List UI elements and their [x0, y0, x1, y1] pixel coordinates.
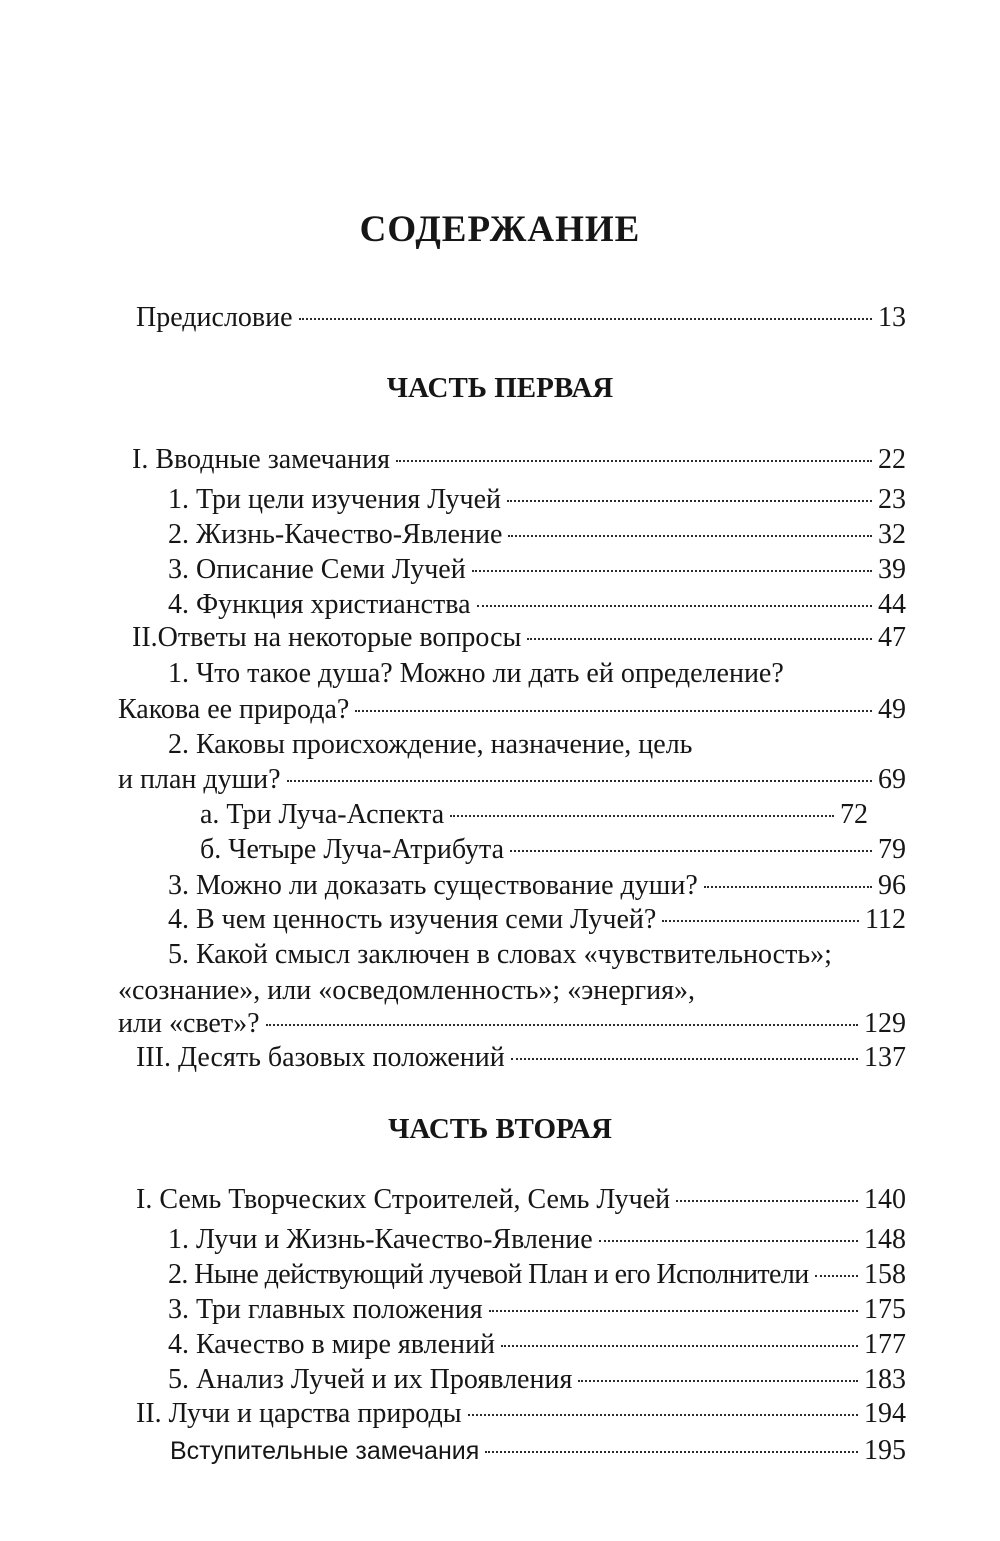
dot-leader [450, 815, 834, 817]
toc-entry-section[interactable] [168, 1224, 906, 1258]
toc-entry-text: 2. Жизнь-Качество-Явление [168, 519, 503, 550]
toc-entry-text: 4. Качество в мире явлений [168, 1329, 495, 1360]
toc-page-number: 23 [878, 484, 906, 515]
toc-entry-chapter[interactable] [132, 444, 906, 478]
toc-entry-question[interactable] [118, 1008, 906, 1042]
toc-entry-text: или «свет»? [118, 1008, 260, 1039]
toc-entry-text: Вступительные замечания [170, 1437, 480, 1465]
dot-leader [527, 638, 872, 640]
dot-leader [815, 1275, 858, 1277]
toc-entry-text: «сознание», или «осведомленность»; «энергия», [118, 975, 695, 1006]
toc-page-number: 44 [878, 589, 906, 620]
dot-leader [599, 1240, 858, 1242]
toc-page-number: 13 [878, 302, 906, 333]
dot-leader [676, 1200, 858, 1202]
toc-entry-text: 2. Каковы происхождение, назначение, цель [168, 729, 693, 760]
toc-entry-text: Какова ее природа? [118, 694, 350, 725]
toc-entry-text: 1. Что такое душа? Можно ли дать ей определение? [168, 658, 784, 689]
toc-entry-chapter[interactable] [136, 1184, 906, 1218]
toc-entry-section[interactable] [168, 589, 906, 623]
toc-entry-section[interactable] [168, 1364, 906, 1398]
dot-leader [485, 1451, 858, 1453]
toc-entry-section[interactable] [168, 484, 906, 518]
toc-entry-text: 5. Анализ Лучей и их Проявления [168, 1364, 573, 1395]
dot-leader [266, 1024, 858, 1026]
toc-page-number: 148 [864, 1224, 906, 1255]
toc-entry-text: II. Лучи и царства природы [136, 1398, 462, 1429]
toc-page-number: 140 [864, 1184, 906, 1215]
part-one-heading: ЧАСТЬ ПЕРВАЯ [386, 372, 614, 404]
toc-page-number: 79 [878, 834, 906, 865]
toc-entry-text: 3. Можно ли доказать существование души? [168, 870, 698, 901]
toc-entry-subsection[interactable] [200, 799, 868, 833]
dot-leader [287, 780, 872, 782]
dot-leader [511, 1058, 858, 1060]
toc-entry-text: 3. Описание Семи Лучей [168, 554, 466, 585]
toc-page-number: 129 [864, 1008, 906, 1039]
toc-page-number: 32 [878, 519, 906, 550]
toc-entry-subsection[interactable] [200, 834, 906, 868]
toc-entry-chapter[interactable] [132, 622, 906, 656]
toc-entry-text: I. Вводные замечания [132, 444, 390, 475]
dot-leader [501, 1345, 858, 1347]
toc-entry-section[interactable] [168, 554, 906, 588]
dot-leader [578, 1380, 858, 1382]
page-title: СОДЕРЖАНИЕ [359, 209, 641, 250]
toc-entry-text: 1. Три цели изучения Лучей [168, 484, 501, 515]
dot-leader [355, 710, 872, 712]
toc-entry-text: 5. Какой смысл заключен в словах «чувствительность»; [168, 939, 832, 970]
toc-entry-question[interactable] [168, 904, 906, 938]
toc-entry-text: II.Ответы на некоторые вопросы [132, 622, 522, 653]
toc-entry-chapter[interactable] [136, 1398, 906, 1432]
part-two-heading: ЧАСТЬ ВТОРАЯ [388, 1113, 612, 1145]
toc-entry-section[interactable] [170, 1435, 906, 1469]
toc-page-number: 195 [864, 1435, 906, 1466]
dot-leader [299, 318, 872, 320]
toc-page-number: 47 [878, 622, 906, 653]
toc-page-number: 39 [878, 554, 906, 585]
dot-leader [477, 605, 872, 607]
toc-entry-text: и план души? [118, 764, 281, 795]
toc-page-number: 49 [878, 694, 906, 725]
dot-leader [489, 1310, 858, 1312]
toc-page-number: 137 [864, 1042, 906, 1073]
dot-leader [510, 850, 872, 852]
toc-entry-section[interactable] [168, 519, 906, 553]
toc-entry-text: 4. Функция христианства [168, 589, 471, 620]
toc-page-number: 96 [878, 870, 906, 901]
dot-leader [472, 570, 872, 572]
toc-entry-preface[interactable] [136, 302, 906, 336]
toc-entry-question[interactable] [118, 694, 906, 728]
toc-entry-section[interactable] [168, 1329, 906, 1363]
toc-entry-section[interactable] [168, 1294, 906, 1328]
toc-entry-question[interactable] [118, 764, 906, 798]
toc-page-number: 112 [865, 904, 906, 935]
toc-page-number: 175 [864, 1294, 906, 1325]
toc-entry-text: 4. В чем ценность изучения семи Лучей? [168, 904, 657, 935]
toc-page-number: 177 [864, 1329, 906, 1360]
dot-leader [662, 920, 859, 922]
toc-page-number: 194 [864, 1398, 906, 1429]
toc-page-number: 22 [878, 444, 906, 475]
toc-entry-text: 2. Ныне действующий лучевой План и его Исполнители [168, 1259, 809, 1290]
toc-page-number: 183 [864, 1364, 906, 1395]
toc-entry-text: Предисловие [136, 302, 293, 333]
toc-entry-section[interactable] [168, 1259, 906, 1293]
toc-entry-text: а. Три Луча-Аспекта [200, 799, 445, 830]
dot-leader [507, 500, 872, 502]
toc-entry-question[interactable] [168, 870, 906, 904]
toc-entry-text: III. Десять базовых положений [136, 1042, 505, 1073]
dot-leader [468, 1414, 858, 1416]
dot-leader [508, 535, 872, 537]
toc-entry-text: 1. Лучи и Жизнь-Качество-Явление [168, 1224, 593, 1255]
dot-leader [704, 886, 872, 888]
toc-page-number: 158 [864, 1259, 906, 1290]
toc-entry-text: 3. Три главных положения [168, 1294, 483, 1325]
toc-entry-text: I. Семь Творческих Строителей, Семь Лучей [136, 1184, 671, 1215]
dot-leader [396, 460, 872, 462]
toc-page-number: 69 [878, 764, 906, 795]
toc-entry-text: б. Четыре Луча-Атрибута [200, 834, 505, 865]
toc-page-number: 72 [840, 799, 868, 830]
toc-entry-chapter[interactable] [136, 1042, 906, 1076]
